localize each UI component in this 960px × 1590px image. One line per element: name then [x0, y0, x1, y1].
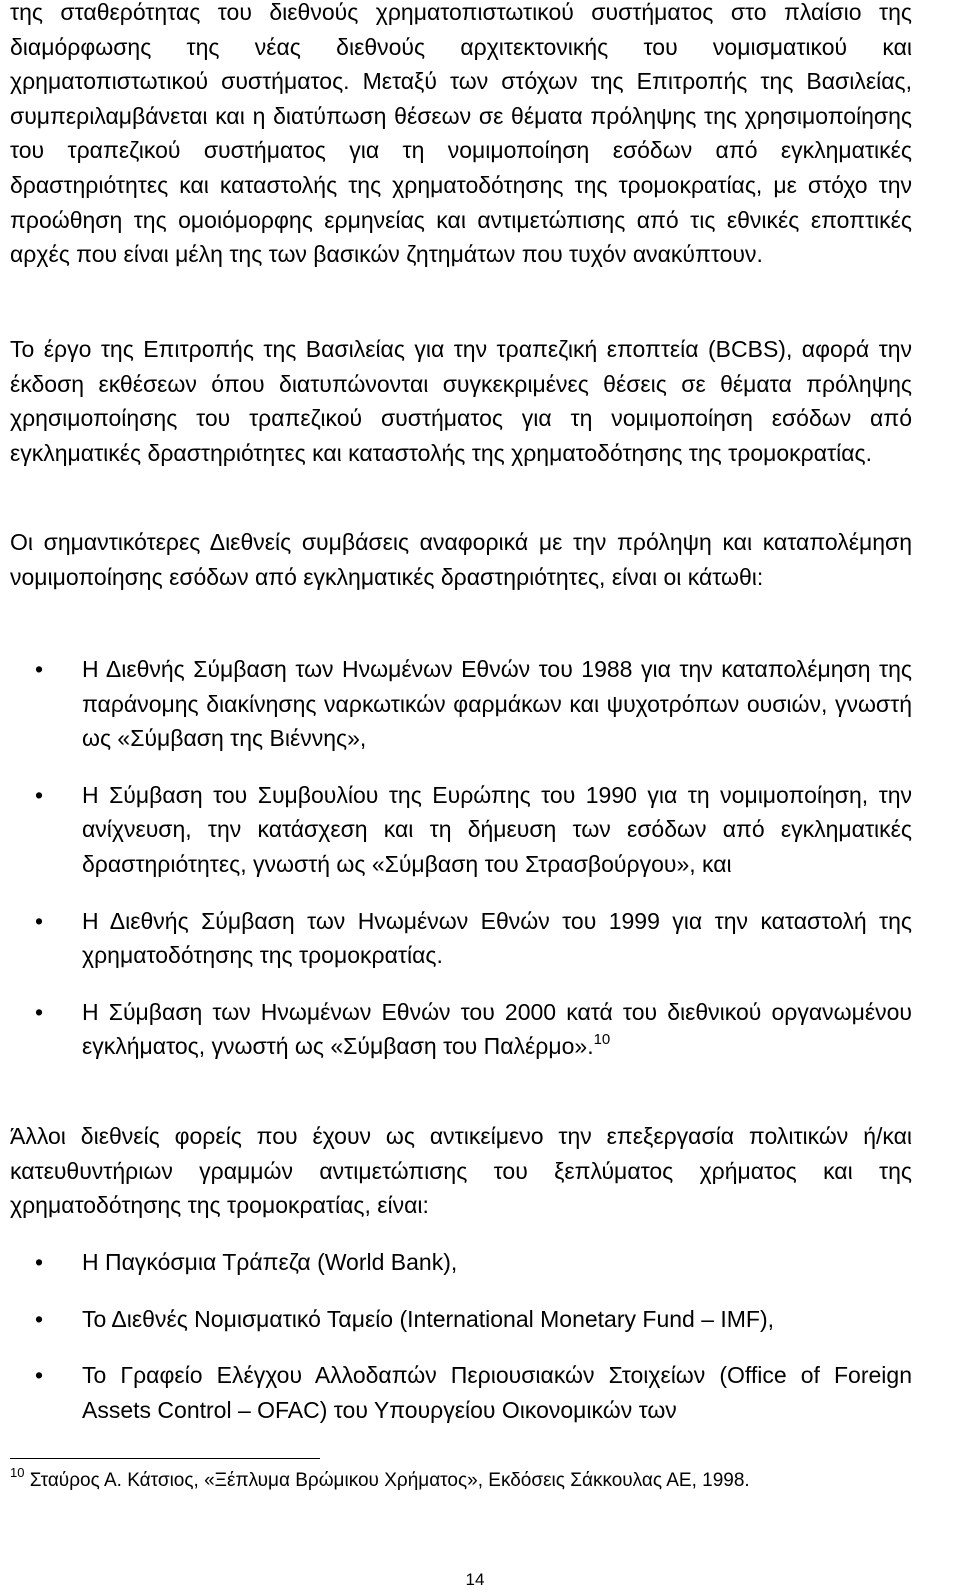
list-item-text: Η Σύμβαση του Συμβουλίου της Ευρώπης του 1990 για τη νομιμοποίηση, την ανίχνευση, την κατάσχεση και τη δήμευση των εσόδων από εγκληματικές δραστηριότητες, γνωστή ως «Σύμβαση του Στρασβούργου», και — [82, 781, 912, 877]
list-item-text: Το Διεθνές Νομισματικό Ταμείο (International Monetary Fund – IMF), — [82, 1305, 775, 1332]
footnote-text: Σταύρος Α. Κάτσιος, «Ξέπλυμα Βρώμικου Χρήματος», Εκδόσεις Σάκκουλας ΑΕ, 1998. — [24, 1470, 750, 1491]
list-item-text: Η Παγκόσμια Τράπεζα (World Bank), — [82, 1249, 458, 1275]
footnote-separator — [10, 1458, 320, 1459]
paragraph-other-bodies-intro: Άλλοι διεθνείς φορείς που έχουν ως αντικείμενο την επεξεργασία πολιτικών ή/και κατευθυντήριων γραμμών αντιμετώπισης του ξεπλύματος χρήματος και της χρηματοδότησης της τρομοκρατίας, είναι: — [10, 1123, 912, 1219]
bullet-icon: • — [34, 781, 44, 808]
page-number: 14 — [465, 1570, 485, 1589]
list-item-text: Η Διεθνής Σύμβαση των Ηνωμένων Εθνών του 1999 για την καταστολή της χρηματοδότησης της τρομοκρατίας. — [82, 907, 912, 969]
list-item — [10, 1358, 912, 1427]
paragraph-basel-committee-goals: της σταθερότητας του διεθνούς χρηματοπιστωτικού συστήματος στο πλαίσιο της διαμόρφωσης της νέας διεθνούς αρχιτεκτονικής του νομισματικού και χρηματοπιστωτικού συστήματος. Μεταξύ των στόχων της Επιτροπής της Βασιλείας, συμπεριλαμβάνεται και η διατύπωση θέσεων σε θέματα πρόληψης της χρησιμοποίησης του τραπεζικού συστήματος για τη νομιμοποίηση εσόδων από εγκληματικές δραστηριότητες και καταστολής της χρηματοδότησης της τρομοκρατίας, με στόχο την προώθηση της ομοιόμορφης ερμηνείας και αντιμετώπισης από τις εθνικές εποπτικές αρχές που είναι μέλη της των βασικών ζητημάτων που τυχόν ανακύπτουν. — [10, 0, 912, 268]
paragraph-conventions-intro: Οι σημαντικότερες Διεθνείς συμβάσεις αναφορικά με την πρόληψη και καταπολέμηση νομιμοποίησης εσόδων από εγκληματικές δραστηριότητες, είναι οι κάτωθι: — [10, 529, 912, 590]
footnote — [10, 1465, 750, 1494]
list-item-text: Η Διεθνής Σύμβαση των Ηνωμένων Εθνών του 1988 για την καταπολέμηση της παράνομης διακίνησης ναρκωτικών φαρμάκων και ψυχοτρόπων ουσιών, γνωστή ως «Σύμβαση της Βιέννης», — [82, 656, 912, 752]
bullet-icon: • — [34, 1305, 44, 1332]
paragraph-bcbs-work: Το έργο της Επιτροπής της Βασιλείας για την τραπεζική εποπτεία (BCBS), αφορά την έκδοση εκθέσεων όπου διατυπώνονται συγκεκριμένες θέσεις σε θέματα πρόληψης χρησιμοποίησης του τραπεζικού συστήματος για τη νομιμοποίηση εσόδων από εγκληματικές δραστηριότητες και καταστολής της χρηματοδότησης της τρομοκρατίας. — [10, 336, 912, 466]
list-item — [10, 995, 912, 1064]
bullet-icon: • — [34, 656, 44, 682]
bodies-list — [10, 1245, 912, 1427]
footnote-number: 10 — [10, 1465, 25, 1480]
footnote-reference[interactable]: 10 — [593, 1031, 611, 1049]
bullet-icon: • — [34, 998, 44, 1025]
list-item-text: Η Σύμβαση των Ηνωμένων Εθνών του 2000 κατά του διεθνικού οργανωμένου εγκλήματος, γνωστή ως «Σύμβαση του Παλέρμο». — [82, 998, 912, 1060]
bullet-icon: • — [34, 1362, 44, 1389]
bullet-icon: • — [34, 907, 44, 934]
list-item — [10, 1302, 912, 1337]
list-item — [10, 904, 912, 973]
bullet-icon: • — [34, 1249, 44, 1275]
conventions-list — [10, 652, 912, 1064]
list-item-text: Το Γραφείο Ελέγχου Αλλοδαπών Περιουσιακών Στοιχείων (Office of Foreign Assets Control – OFAC) του Υπουργείου Οικονομικών των — [82, 1362, 912, 1423]
list-item — [10, 652, 912, 756]
list-item — [10, 778, 912, 882]
list-item — [10, 1245, 912, 1280]
